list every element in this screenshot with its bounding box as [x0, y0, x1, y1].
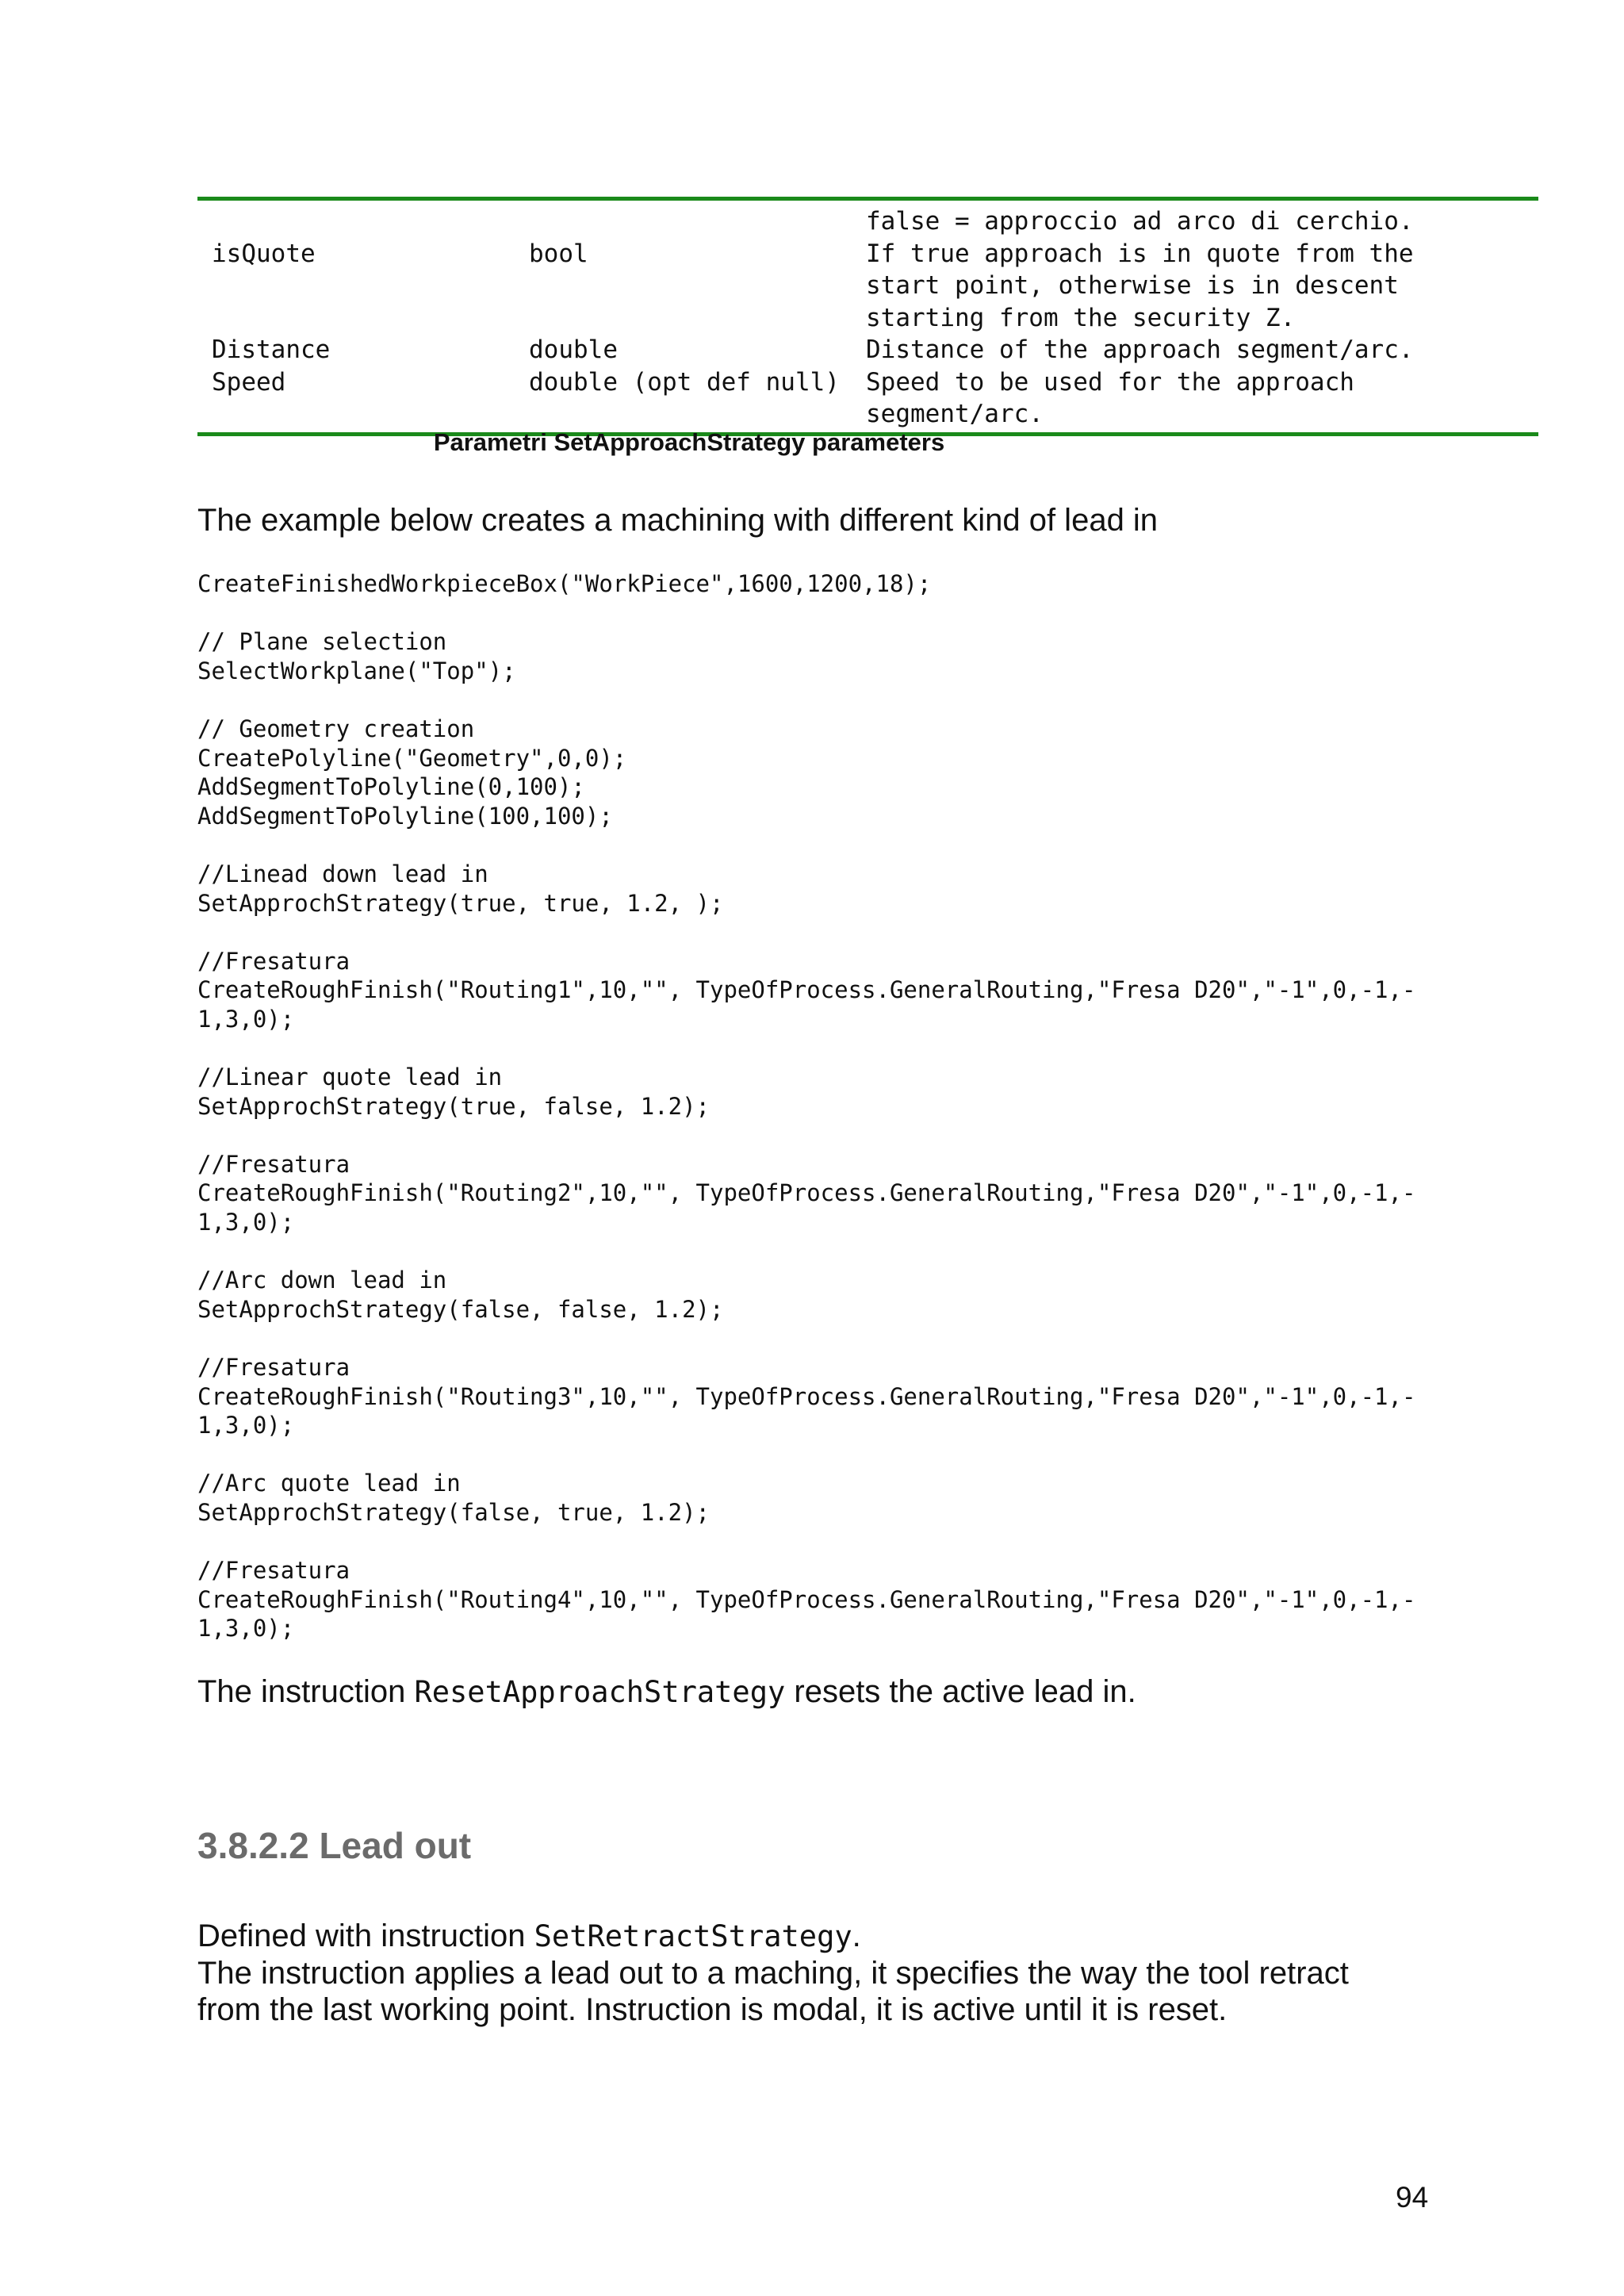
leadout-line-2: The instruction applies a lead out to a maching, it specifies the way the tool retract — [197, 1956, 1349, 1991]
leadout-line-3: from the last working point. Instruction is modal, it is active until it is reset. — [197, 1992, 1228, 2027]
code-line: CreateRoughFinish("Routing4",10,"", TypeOfProcess.GeneralRouting,"Fresa D20","-1",0,-1,- — [197, 1585, 1416, 1613]
param-description: false = approccio ad arco di cerchio. — [866, 207, 1414, 236]
code-example — [197, 569, 1545, 1643]
param-description: Speed to be used for the approach segment/arc. — [866, 367, 1354, 428]
leadout-paragraph — [197, 1918, 1349, 2028]
param-name: isQuote — [212, 239, 316, 268]
reset-inline-code: ResetApproachStrategy — [414, 1675, 786, 1709]
leadout-inline-code: SetRetractStrategy — [534, 1919, 852, 1953]
section-heading: 3.8.2.2 Lead out — [197, 1825, 472, 1866]
reset-text-after: resets the active lead in. — [785, 1674, 1136, 1709]
code-line: AddSegmentToPolyline(0,100); — [197, 773, 585, 801]
code-line: AddSegmentToPolyline(100,100); — [197, 802, 613, 830]
page-number: 94 — [1396, 2181, 1429, 2214]
code-line: SetApprochStrategy(true, false, 1.2); — [197, 1092, 710, 1120]
code-line: CreateRoughFinish("Routing2",10,"", TypeOfProcess.GeneralRouting,"Fresa D20","-1",0,-1,- — [197, 1179, 1416, 1207]
reset-paragraph — [197, 1673, 1136, 1711]
param-type — [515, 205, 866, 238]
code-line: CreateRoughFinish("Routing1",10,"", TypeOfProcess.GeneralRouting,"Fresa D20","-1",0,-1,- — [197, 976, 1416, 1004]
intro-paragraph: The example below creates a machining with different kind of lead in — [197, 503, 1159, 538]
param-type: bool — [529, 239, 588, 268]
code-line: SetApprochStrategy(false, false, 1.2); — [197, 1295, 724, 1323]
code-line: 1,3,0); — [197, 1005, 295, 1033]
parameter-table — [197, 197, 1538, 436]
code-line: SelectWorkplane("Top"); — [197, 657, 516, 684]
code-line: // Geometry creation — [197, 715, 475, 742]
code-line: //Linead down lead in — [197, 860, 488, 887]
code-line: SetApprochStrategy(false, true, 1.2); — [197, 1499, 710, 1526]
code-line: //Linear quote lead in — [197, 1064, 503, 1091]
param-name — [197, 205, 515, 238]
table-row — [197, 366, 1538, 431]
code-line: 1,3,0); — [197, 1412, 295, 1439]
param-name: Speed — [212, 367, 286, 397]
code-line: //Arc quote lead in — [197, 1470, 461, 1497]
code-line: CreateFinishedWorkpieceBox("WorkPiece",1600,1200,18); — [197, 570, 932, 597]
code-line: 1,3,0); — [197, 1209, 295, 1236]
code-line: SetApprochStrategy(true, true, 1.2, ); — [197, 889, 724, 917]
code-line: 1,3,0); — [197, 1615, 295, 1642]
code-line: //Fresatura — [197, 947, 350, 975]
code-line: // Plane selection — [197, 628, 447, 656]
param-type: double — [529, 335, 618, 364]
reset-text-before: The instruction — [197, 1674, 415, 1709]
param-description: If true approach is in quote from the start point, otherwise is in descent starting from the security Z. — [866, 239, 1414, 332]
code-line: //Fresatura — [197, 1354, 350, 1382]
param-name: Distance — [212, 335, 331, 364]
table-row — [197, 205, 1538, 238]
param-description: Distance of the approach segment/arc. — [866, 335, 1414, 364]
table-caption: Parametri SetApproachStrategy parameters — [433, 428, 945, 456]
leadout-line-1 — [197, 1918, 1349, 1955]
table-row — [197, 238, 1538, 335]
leadout-text-after: . — [852, 1918, 861, 1953]
code-line: CreateRoughFinish("Routing3",10,"", TypeOfProcess.GeneralRouting,"Fresa D20","-1",0,-1,- — [197, 1382, 1416, 1410]
code-line: //Fresatura — [197, 1557, 350, 1585]
code-line: //Fresatura — [197, 1150, 350, 1178]
table-row — [197, 334, 1538, 366]
code-line: //Arc down lead in — [197, 1267, 447, 1294]
code-line: CreatePolyline("Geometry",0,0); — [197, 744, 627, 772]
leadout-text-before: Defined with instruction — [197, 1918, 534, 1953]
param-type: double (opt def null) — [529, 367, 840, 397]
